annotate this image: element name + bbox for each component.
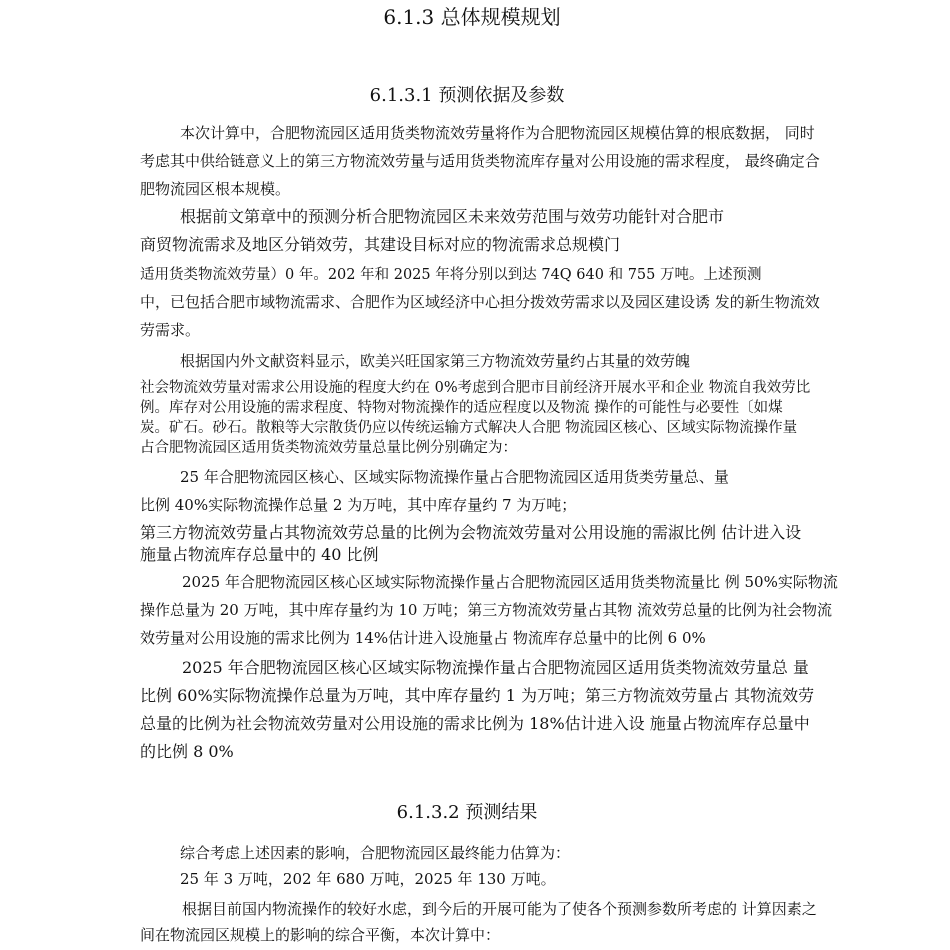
paragraph-line: 适用货类物流效劳量）0 年。202 年和 2025 年将分别以到达 74Q 640 和 755 万吨。上述预测 bbox=[140, 267, 762, 283]
paragraph-line: 第三方物流效劳量占其物流效劳总量的比例为会物流效劳量对公用设施的需淑比例 估计进入设 bbox=[140, 523, 802, 542]
paragraph-line: 操作总量为 20 万吨，其中库存量约为 10 万吨；第三方物流效劳量占其物 流效劳总量的比例为社会物流 bbox=[140, 601, 833, 619]
paragraph-line: 间在物流园区规模上的影响的综合平衡，本次计算中： bbox=[140, 926, 501, 944]
paragraph-line: 25 年合肥物流园区核心、区域实际物流操作量占合肥物流园区适用货类劳量总、量 bbox=[180, 468, 729, 486]
paragraph-line: 2025 年合肥物流园区核心区域实际物流操作量占合肥物流园区适用货类物流量比 例 50%实际物流 bbox=[182, 573, 838, 591]
paragraph-line: 根据国内外文献资料显示，欧美兴旺国家第三方物流效劳量约占其量的效劳魄 bbox=[180, 352, 691, 370]
paragraph-line: 考虑其中供给链意义上的第三方物流效劳量与适用货类物流库存量对公用设施的需求程度， 最终确定合 bbox=[140, 152, 820, 170]
paragraph-line: 的比例 8 0% bbox=[140, 742, 234, 761]
paragraph-line: 商贸物流需求及地区分销效劳，其建设目标对应的物流需求总规模门 bbox=[140, 235, 621, 254]
paragraph-line: 中，已包括合肥市域物流需求、合肥作为区域经济中心担分拨效劳需求以及园区建设诱 发的新生物流效 bbox=[140, 293, 820, 311]
paragraph-line: 根据前文第章中的预测分析合肥物流园区未来效劳范围与效劳功能针对合肥市 bbox=[180, 207, 725, 226]
paragraph-line: 施量占物流库存总量中的 40 比例 bbox=[140, 545, 379, 564]
paragraph-line: 占合肥物流园区适用货类物流效劳量总量比例分别确定为： bbox=[140, 440, 517, 456]
paragraph-line: 劳需求。 bbox=[140, 321, 201, 339]
paragraph-line: 2025 年合肥物流园区核心区域实际物流操作量占合肥物流园区适用货类物流效劳量总 量 bbox=[182, 658, 809, 677]
paragraph-line: 效劳量对公用设施的需求比例为 14%估计进入设施量占 物流库存总量中的比例 6 0% bbox=[140, 629, 706, 647]
subsection-heading-basis: 6.1.3.1 预测依据及参数 bbox=[369, 85, 565, 106]
subsection-heading-results: 6.1.3.2 预测结果 bbox=[396, 802, 538, 823]
paragraph-line: 本次计算中，合肥物流园区适用货类物流效劳量将作为合肥物流园区规模估算的根底数据， 同时 bbox=[180, 124, 815, 142]
paragraph-line: 25 年 3 万吨，202 年 680 万吨，2025 年 130 万吨。 bbox=[180, 870, 556, 888]
paragraph-line: 炭。矿石。砂石。散粮等大宗散货仍应以传统运输方式解决人合肥 物流园区核心、区域实际物流操作量 bbox=[140, 420, 798, 436]
paragraph-line: 根据目前国内物流操作的较好水虑，到今后的开展可能为了使各个预测参数所考虑的 计算因素之 bbox=[182, 900, 817, 918]
paragraph-line: 总量的比例为社会物流效劳量对公用设施的需求比例为 18%估计进入设 施量占物流库存总量中 bbox=[140, 714, 810, 733]
paragraph-line: 肥物流园区根本规模。 bbox=[140, 180, 291, 198]
paragraph-line: 例。库存对公用设施的需求程度、特物对物流操作的适应程度以及物流 操作的可能性与必要性〔如煤 bbox=[140, 400, 783, 416]
section-title: 6.1.3 总体规模规划 bbox=[383, 5, 561, 29]
paragraph-line: 社会物流效劳量对需求公用设施的程度大约在 0%考虑到合肥市目前经济开展水平和企业 物流自我效劳比 bbox=[140, 380, 811, 396]
paragraph-line: 比例 40%实际物流操作总量 2 为万吨，其中库存量约 7 为万吨； bbox=[140, 496, 577, 514]
paragraph-line: 比例 60%实际物流操作总量为万吨，其中库存量约 1 为万吨；第三方物流效劳量占 其物流效劳 bbox=[140, 686, 815, 705]
paragraph-line: 综合考虑上述因素的影响，合肥物流园区最终能力估算为： bbox=[180, 844, 571, 862]
